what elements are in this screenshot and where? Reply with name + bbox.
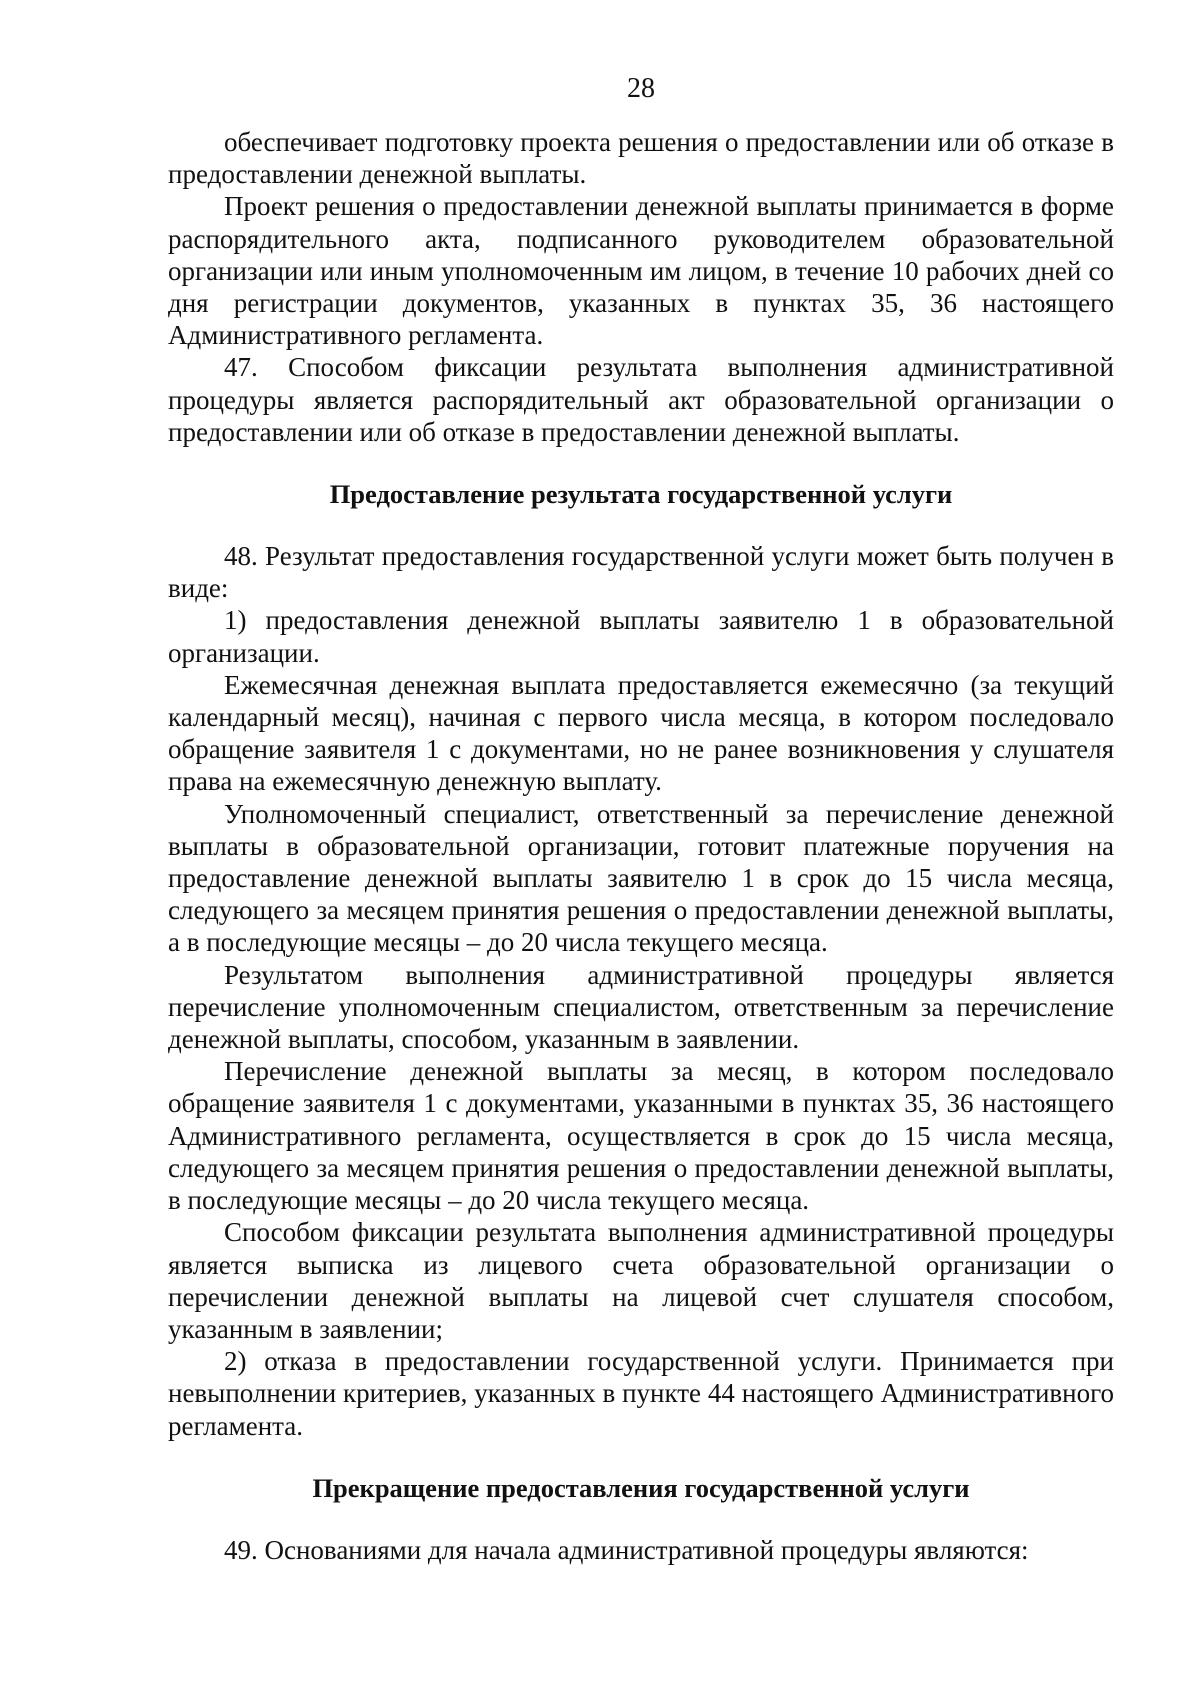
paragraph-item-48: 48. Результат предоставления государственной услуги может быть получен в виде: [168, 541, 1114, 604]
paragraph-subitem-2: 2) отказа в предоставлении государственной услуги. Принимается при невыполнении критериев, указанных в пункте 44 настоящего Административного регламента. [168, 1346, 1114, 1441]
paragraph: обеспечивает подготовку проекта решения о предоставлении или об отказе в предоставлении денежной выплаты. [168, 127, 1114, 190]
section-heading-termination: Прекращение предоставления государственной услуги [312, 1472, 970, 1503]
document-body [168, 126, 1114, 1566]
paragraph-item-47: 47. Способом фиксации результата выполнения административной процедуры является распорядительный акт образовательной организации о предоставлении или об отказе в предоставлении денежной выплаты. [168, 352, 1114, 447]
paragraph-item-49: 49. Основаниями для начала административной процедуры являются: [224, 1534, 1029, 1565]
document-page [168, 0, 1114, 1696]
paragraph: Способом фиксации результата выполнения административной процедуры является выписка из лицевого счета образовательной организации о перечислении денежной выплаты на лицевой счет слушателя способом, указанным в заявлении; [168, 1217, 1114, 1344]
section-heading-result: Предоставление результата государственной услуги [329, 479, 953, 510]
paragraph: Уполномоченный специалист, ответственный за перечисление денежной выплаты в образовательной организации, готовит платежные поручения на предоставление денежной выплаты заявителю 1 в срок до 15 числа месяца, следующего за месяцем принятия решения о предоставлении денежной выплаты, а в последующие месяцы – до 20 числа текущего месяца. [168, 798, 1114, 958]
paragraph: Ежемесячная денежная выплата предоставляется ежемесячно (за текущий календарный месяц), начиная с первого числа месяца, в котором последовало обращение заявителя 1 с документами, но не ранее возникновения у слушателя права на ежемесячную денежную выплату. [168, 669, 1114, 797]
paragraph: Перечисление денежной выплаты за месяц, в котором последовало обращение заявителя 1 с документами, указанными в пунктах 35, 36 настоящего Административного регламента, осуществляется в срок до 15 числа месяца, следующего за месяцем принятия решения о предоставлении денежной выплаты, в последующие месяцы – до 20 числа текущего месяца. [168, 1056, 1114, 1216]
paragraph: Результатом выполнения административной процедуры является перечисление уполномоченным специалистом, ответственным за перечисление денежной выплаты, способом, указанным в заявлении. [168, 959, 1114, 1055]
paragraph: Проект решения о предоставлении денежной выплаты принимается в форме распорядительного акта, подписанного руководителем образовательной организации или иным уполномоченным им лицом, в течение 10 рабочих дней со дня регистрации документов, указанных в пунктах 35, 36 настоящего Административного регламента. [168, 191, 1114, 351]
paragraph-subitem-1: 1) предоставления денежной выплаты заявителю 1 в образовательной организации. [168, 605, 1114, 668]
page-number: 28 [627, 73, 655, 104]
